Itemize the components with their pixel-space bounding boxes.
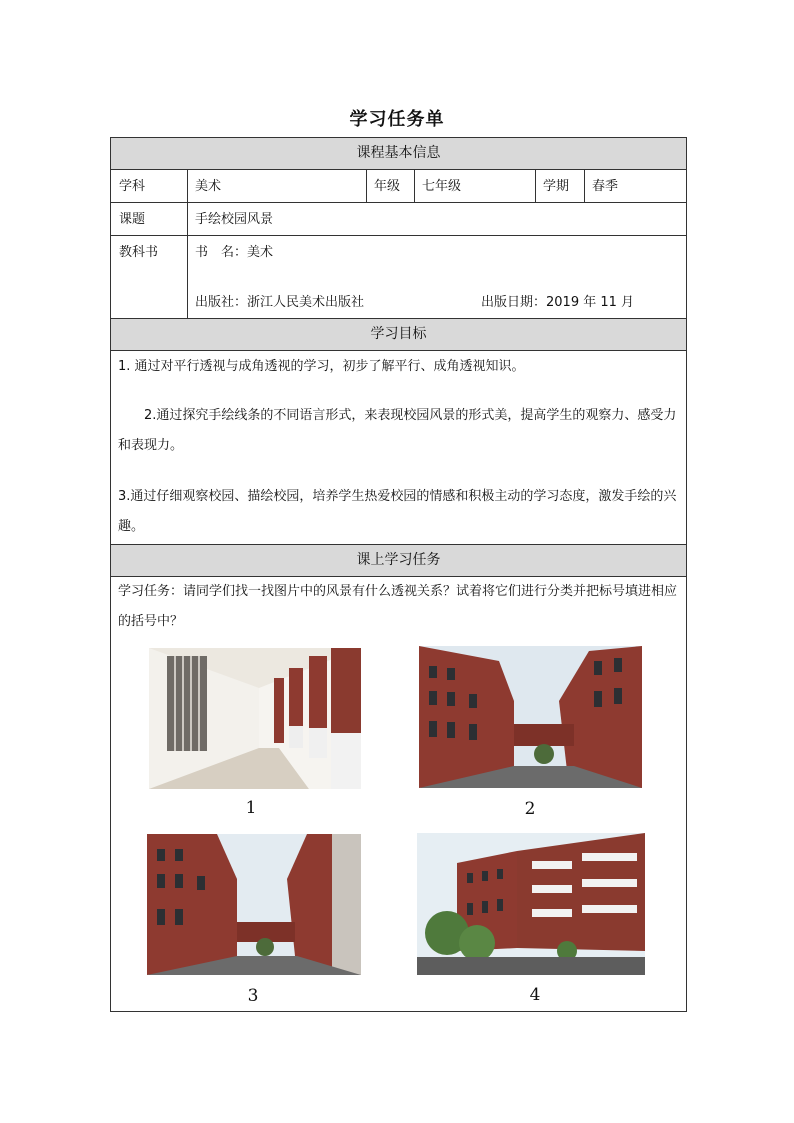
photo-1-number: 1 (245, 798, 257, 818)
topic-value: 手绘校园风景 (195, 212, 274, 227)
textbook-publish-date: 出版日期：2019 年 11 月 (481, 295, 635, 310)
topic-label: 课题 (119, 212, 146, 227)
textbook-label: 教科书 (119, 245, 159, 260)
section-header-tasks: 课上学习任务 (111, 544, 686, 577)
page-title: 学习任务单 (349, 109, 445, 130)
task-instructions: 学习任务：请同学们找一找图片中的风景有什么透视关系？试着将它们进行分类并把标号填进相应的括号中？ (118, 584, 678, 629)
objective-item-3: 3.通过仔细观察校园、描绘校园，培养学生热爱校园的情感和积极主动的学习态度，激发手绘的兴趣。 (118, 489, 677, 534)
term-label: 学期 (543, 179, 570, 194)
objective-item-2: 2.通过探究手绘线条的不同语言形式，来表现校园风景的形式美，提高学生的观察力、感受力和表现力。 (118, 408, 677, 453)
objective-item-1: 1. 通过对平行透视与成角透视的学习，初步了解平行、成角透视知识。 (118, 359, 525, 374)
term-value: 春季 (592, 179, 619, 194)
photo-3-courtyard (147, 834, 361, 975)
textbook-name: 书 名：美术 (195, 245, 274, 260)
row-divider (111, 202, 686, 203)
photo-4-number: 4 (529, 985, 541, 1005)
subject-label: 学科 (119, 179, 146, 194)
textbook-publisher: 出版社：浙江人民美术出版社 (195, 295, 365, 310)
row-divider (111, 235, 686, 236)
grade-label: 年级 (374, 179, 401, 194)
column-divider (584, 169, 585, 202)
photo-2-courtyard (419, 646, 642, 788)
photo-3-number: 3 (247, 986, 259, 1006)
subject-value: 美术 (195, 179, 222, 194)
section-header-objectives: 学习目标 (111, 318, 686, 351)
photo-1-corridor (149, 648, 361, 789)
column-divider (187, 169, 188, 318)
column-divider (414, 169, 415, 202)
photo-4-building-corner (417, 833, 645, 975)
photo-2-number: 2 (524, 799, 536, 819)
grade-value: 七年级 (422, 179, 462, 194)
task-sheet-table (110, 137, 687, 1012)
section-header-basic-info: 课程基本信息 (111, 138, 686, 170)
column-divider (366, 169, 367, 202)
column-divider (535, 169, 536, 202)
